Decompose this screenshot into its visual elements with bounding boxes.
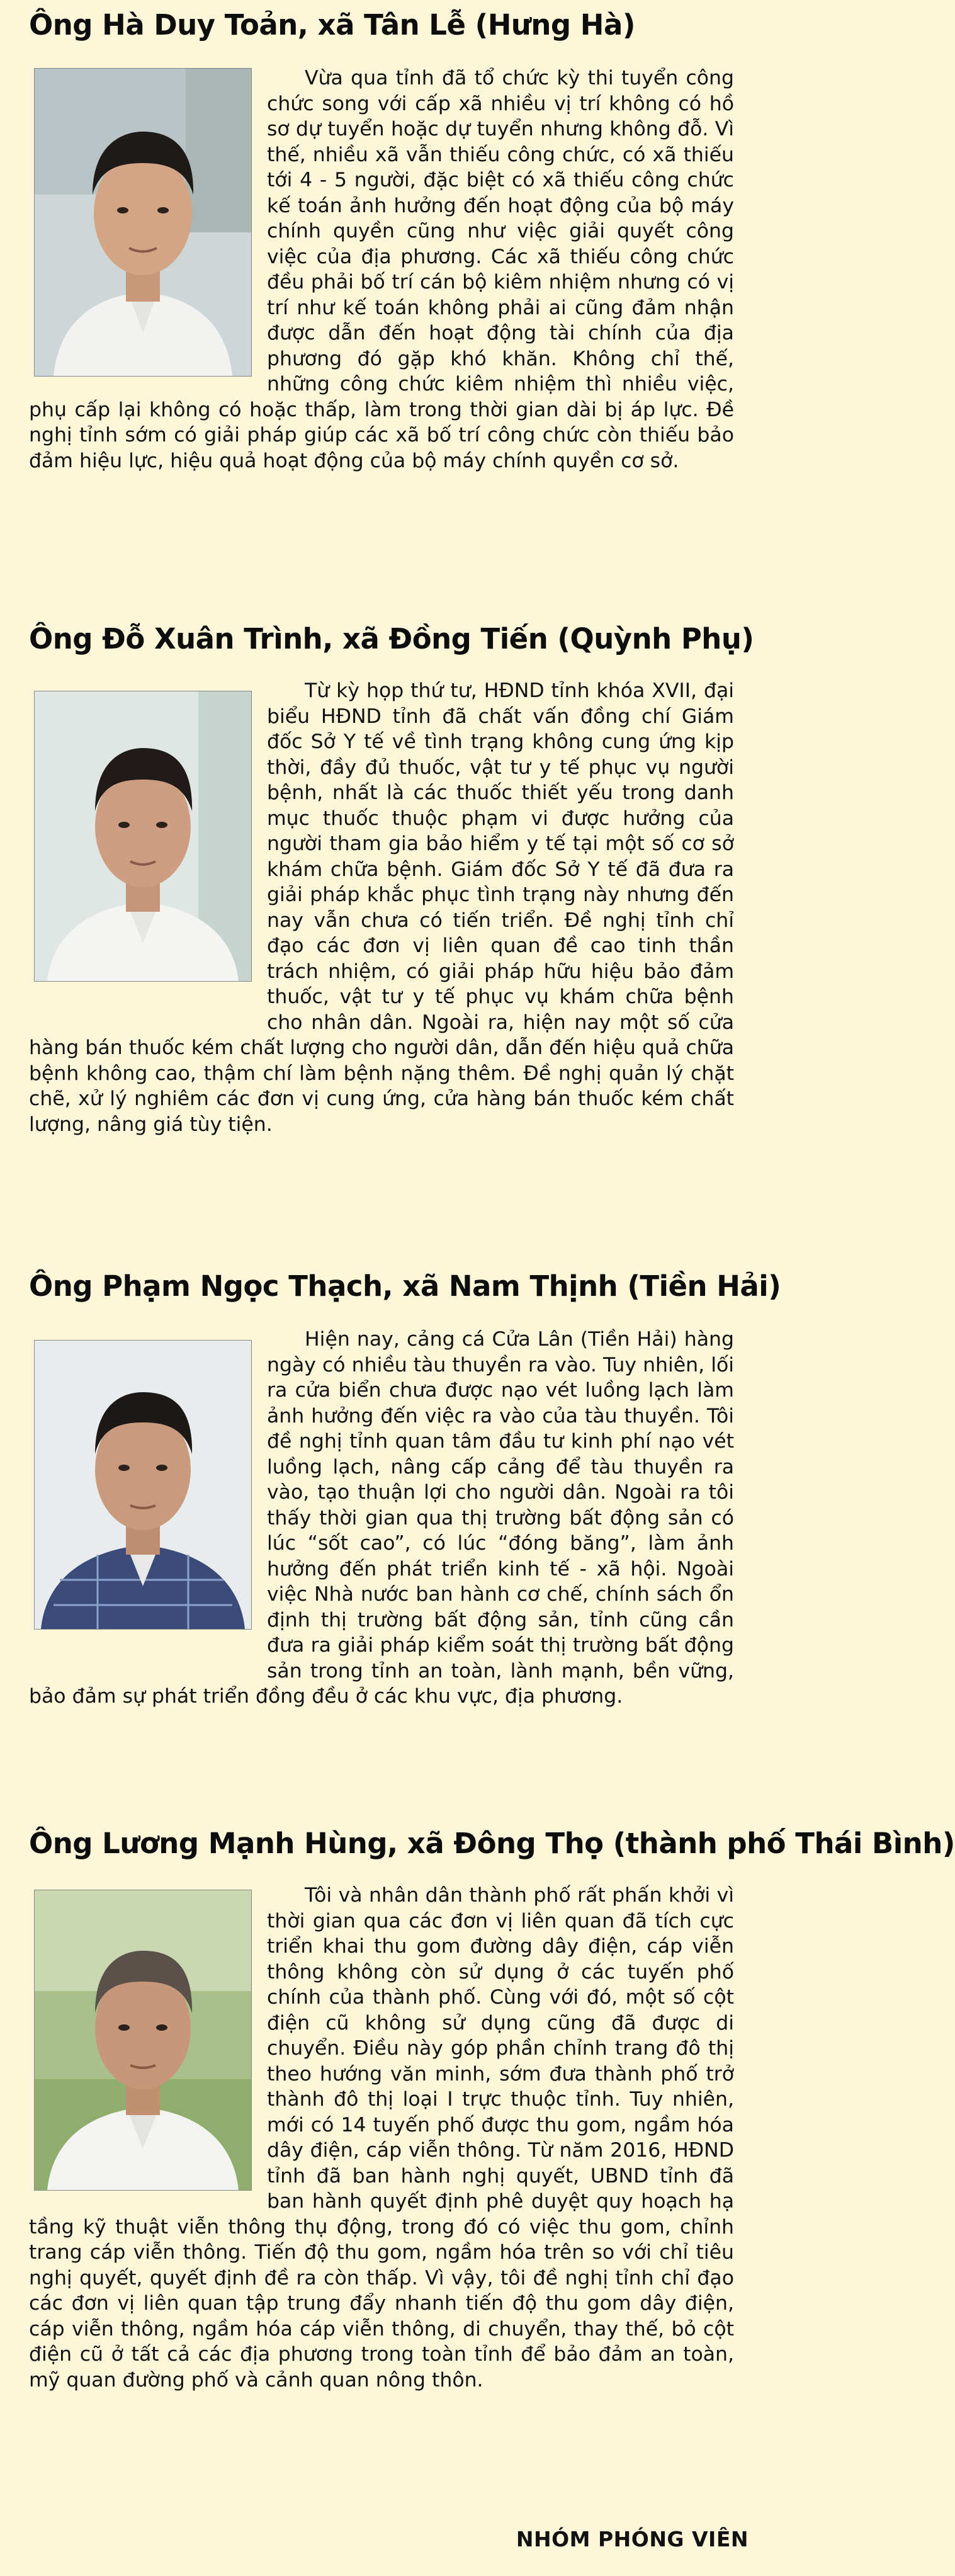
article-body: Hiện nay, cảng cá Cửa Lân (Tiền Hải) hàng ngày có nhiều tàu thuyền ra vào. Tuy nhiên, lối ra cửa biển chưa được nạo vét luồng lạch làm ảnh hưởng đến việc ra vào của tàu thuyền. Tôi đề nghị tỉnh quan tâm đầu tư kinh phí nạo vét luồng lạch, nâng cấp cảng để tàu thuyền ra vào, tạo thuận lợi cho người dân. Ngoài ra tôi thấy thời gian qua thị trường bất động sản có lúc “sốt cao”, có lúc “đóng băng”, làm ảnh hưởng đến phát triển kinh tế - xã hội. Ngoài việc Nhà nước ban hành cơ chế, chính sách ổn định thị trường bất động sản, tỉnh cũng cần đưa ra giải pháp kiểm soát thị trường bất động sản trong tỉnh an toàn, lành mạnh, bền vững, bảo đảm sự phát triển đồng đều ở các khu vực, địa phương. — [29, 1328, 734, 1708]
article-body: Tôi và nhân dân thành phố rất phấn khởi vì thời gian qua các đơn vị liên quan đã tích cực triển khai thu gom đường dây điện, cáp viễn thông không còn sử dụng ở các tuyến phố chính của thành phố. Cùng với đó, một số cột điện cũ không sử dụng cũng đã được di chuyển. Điều này góp phần chỉnh trang đô thị theo hướng văn minh, sớm đưa thành phố trở thành đô thị loại I trực thuộc tỉnh. Tuy nhiên, mới có 14 tuyến phố được thu gom, ngầm hóa dây điện, cáp viễn thông. Từ năm 2016, HĐND tỉnh đã ban hành nghị quyết, UBND tỉnh đã ban hành quyết định phê duyệt quy hoạch hạ tầng kỹ thuật viễn thông thụ động, trong đó có việc thu gom, chỉnh trang cáp viễn thông. Tiến độ thu gom, ngầm hóa trên so với chỉ tiêu nghị quyết, quyết định đề ra còn thấp. Vì vậy, tôi đề nghị tỉnh chỉ đạo các đơn vị liên quan tập trung đẩy nhanh tiến độ thu gom dây điện, cáp viễn thông, ngầm hóa cáp viễn thông, di chuyển, thay thế, bỏ cột điện cũ ở tất cả các địa phương trong toàn tỉnh để bảo đảm an toàn, mỹ quan đường phố và cảnh quan nông thôn. — [29, 1884, 734, 2392]
article-heading: Ông Lương Mạnh Hùng, xã Đông Thọ (thành phố Thái Bình) — [29, 1827, 955, 1860]
article-heading: Ông Đỗ Xuân Trình, xã Đồng Tiến (Quỳnh Phụ) — [29, 622, 754, 655]
article-heading: Ông Phạm Ngọc Thạch, xã Nam Thịnh (Tiền Hải) — [29, 1269, 781, 1303]
article-heading: Ông Hà Duy Toản, xã Tân Lễ (Hưng Hà) — [29, 8, 635, 42]
article-body: Từ kỳ họp thứ tư, HĐND tỉnh khóa XVII, đại biểu HĐND tỉnh đã chất vấn đồng chí Giám đốc Sở Y tế về tình trạng không cung ứng kịp thời, đầy đủ thuốc, vật tư y tế phục vụ người bệnh, nhất là các thuốc thiết yếu trong danh mục thuốc thuộc phạm vi được hưởng của người tham gia bảo hiểm y tế tại một số cơ sở khám chữa bệnh. Giám đốc Sở Y tế đã đưa ra giải pháp khắc phục tình trạng này nhưng đến nay vẫn chưa có tiến triển. Đề nghị tỉnh chỉ đạo các đơn vị liên quan đề cao tinh thần trách nhiệm, có giải pháp hữu hiệu bảo đảm thuốc, vật tư y tế phục vụ khám chữa bệnh cho nhân dân. Ngoài ra, hiện nay một số cửa hàng bán thuốc kém chất lượng cho người dân, dẫn đến hiệu quả chữa bệnh không cao, thậm chí làm bệnh nặng thêm. Đề nghị quản lý chặt chẽ, xử lý nghiêm các đơn vị cung ứng, cửa hàng bán thuốc kém chất lượng, nâng giá tùy tiện. — [29, 679, 734, 1136]
byline: NHÓM PHÓNG VIÊN — [516, 2527, 749, 2551]
article-body: Vừa qua tỉnh đã tổ chức kỳ thi tuyển công chức song với cấp xã nhiều vị trí không có hồ sơ dự tuyển hoặc dự tuyển nhưng không đỗ. Vì thế, nhiều xã vẫn thiếu công chức, có xã thiếu tới 4 - 5 người, đặc biệt có xã thiếu công chức kế toán ảnh hưởng đến hoạt động của bộ máy chính quyền cũng như việc giải quyết công việc của địa phương. Các xã thiếu công chức đều phải bố trí cán bộ kiêm nhiệm nhưng có vị trí như kế toán không phải ai cũng đảm nhận được dẫn đến hoạt động tài chính của địa phương đó gặp khó khăn. Không chỉ thế, những công chức kiêm nhiệm thì nhiều việc, phụ cấp lại không có hoặc thấp, làm trong thời gian dài bị áp lực. Đề nghị tỉnh sớm có giải pháp giúp các xã bố trí công chức còn thiếu bảo đảm hiệu lực, hiệu quả hoạt động của bộ máy chính quyền cơ sở. — [29, 67, 734, 472]
